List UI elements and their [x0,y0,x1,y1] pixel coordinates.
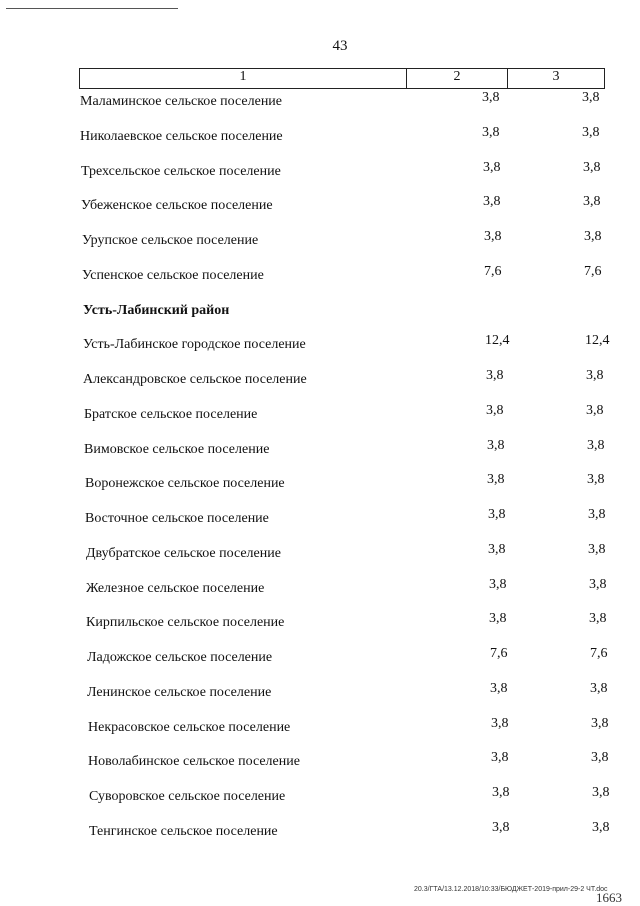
value-column-3: 3,8 [591,716,609,731]
table-row [0,750,640,774]
table-row [0,577,640,601]
value-column-2: 7,6 [484,264,502,279]
settlement-name: Убеженское сельское поселение [81,198,273,213]
value-column-3: 3,8 [591,750,609,765]
value-column-2: 3,8 [484,229,502,244]
settlement-name: Урупское сельское поселение [82,233,259,248]
table-row [0,716,640,740]
table-row [0,160,640,184]
column-header-2: 2 [407,69,508,88]
value-column-3: 7,6 [584,264,602,279]
column-header-3: 3 [552,69,560,84]
table-row [0,194,640,218]
settlement-name: Кирпильское сельское поселение [86,615,285,630]
value-column-3: 3,8 [582,90,600,105]
value-column-3: 3,8 [584,229,602,244]
settlement-name: Суворовское сельское поселение [89,789,286,804]
value-column-2: 3,8 [491,750,509,765]
table-row [0,820,640,844]
settlement-name: Трехсельское сельское поселение [81,164,281,179]
value-column-3: 3,8 [589,611,607,626]
value-column-3: 3,8 [587,472,605,487]
value-column-2: 3,8 [492,820,510,835]
settlement-name: Вимовское сельское поселение [84,442,270,457]
document-code: 1663 [596,890,622,905]
settlement-name: Тенгинское сельское поселение [89,824,278,839]
table-row [0,403,640,427]
value-column-2: 3,8 [487,438,505,453]
value-column-2: 3,8 [486,368,504,383]
value-column-3: 3,8 [586,403,604,418]
value-column-3: 3,8 [583,194,601,209]
settlement-name: Ленинское сельское поселение [87,685,272,700]
value-column-3: 3,8 [583,160,601,175]
table-row [0,542,640,566]
value-column-2: 3,8 [491,716,509,731]
value-column-2: 3,8 [492,785,510,800]
settlement-name: Некрасовское сельское поселение [88,720,291,735]
value-column-3: 3,8 [588,507,606,522]
settlement-name: Новолабинское сельское поселение [88,754,300,769]
table-row [0,785,640,809]
table-row [0,368,640,392]
settlement-name: Братское сельское поселение [84,407,258,422]
value-column-3: 3,8 [589,577,607,592]
value-column-2: 3,8 [489,577,507,592]
section-heading-row [0,303,640,323]
table-row [0,611,640,635]
table-row [0,333,640,357]
value-column-2: 3,8 [486,403,504,418]
table-row [0,507,640,531]
settlement-name: Ладожское сельское поселение [87,650,273,665]
settlement-name: Николаевское сельское поселение [80,129,283,144]
value-column-2: 3,8 [483,194,501,209]
settlement-name: Успенское сельское поселение [82,268,264,283]
value-column-2: 3,8 [488,507,506,522]
value-column-2: 3,8 [490,681,508,696]
settlement-name: Воронежское сельское поселение [85,476,285,491]
settlement-name: Восточное сельское поселение [85,511,269,526]
table-row [0,229,640,253]
table-row [0,472,640,496]
document-file-path: 20.3/ГТА/13.12.2018/10:33/БЮДЖЕТ-2019-прил-29-2 ЧТ.doc [414,886,608,893]
value-column-2: 3,8 [483,160,501,175]
value-column-2: 3,8 [488,542,506,557]
value-column-3: 3,8 [582,125,600,140]
value-column-3: 3,8 [587,438,605,453]
page-number: 43 [332,38,348,54]
settlement-name: Усть-Лабинское городское поселение [83,337,306,352]
value-column-3: 3,8 [588,542,606,557]
value-column-3: 3,8 [592,785,610,800]
table-row [0,646,640,670]
value-column-2: 12,4 [485,333,510,348]
table-row [0,264,640,288]
settlement-name: Двубратское сельское поселение [86,546,281,561]
value-column-2: 3,8 [487,472,505,487]
value-column-2: 7,6 [490,646,508,661]
settlement-name: Железное сельское поселение [86,581,265,596]
value-column-3: 3,8 [592,820,610,835]
value-column-2: 3,8 [482,125,500,140]
value-column-3: 7,6 [590,646,608,661]
value-column-2: 3,8 [489,611,507,626]
settlement-name: Александровское сельское поселение [83,372,307,387]
settlement-name: Маламинское сельское поселение [80,94,283,109]
value-column-3: 3,8 [586,368,604,383]
value-column-2: 3,8 [482,90,500,105]
table-row [0,125,640,149]
value-column-3: 3,8 [590,681,608,696]
table-row [0,681,640,705]
table-row [0,438,640,462]
column-header-1: 1 [80,69,407,88]
table-row [0,90,640,114]
value-column-3: 12,4 [585,333,610,348]
section-heading: Усть-Лабинский район [83,303,230,318]
